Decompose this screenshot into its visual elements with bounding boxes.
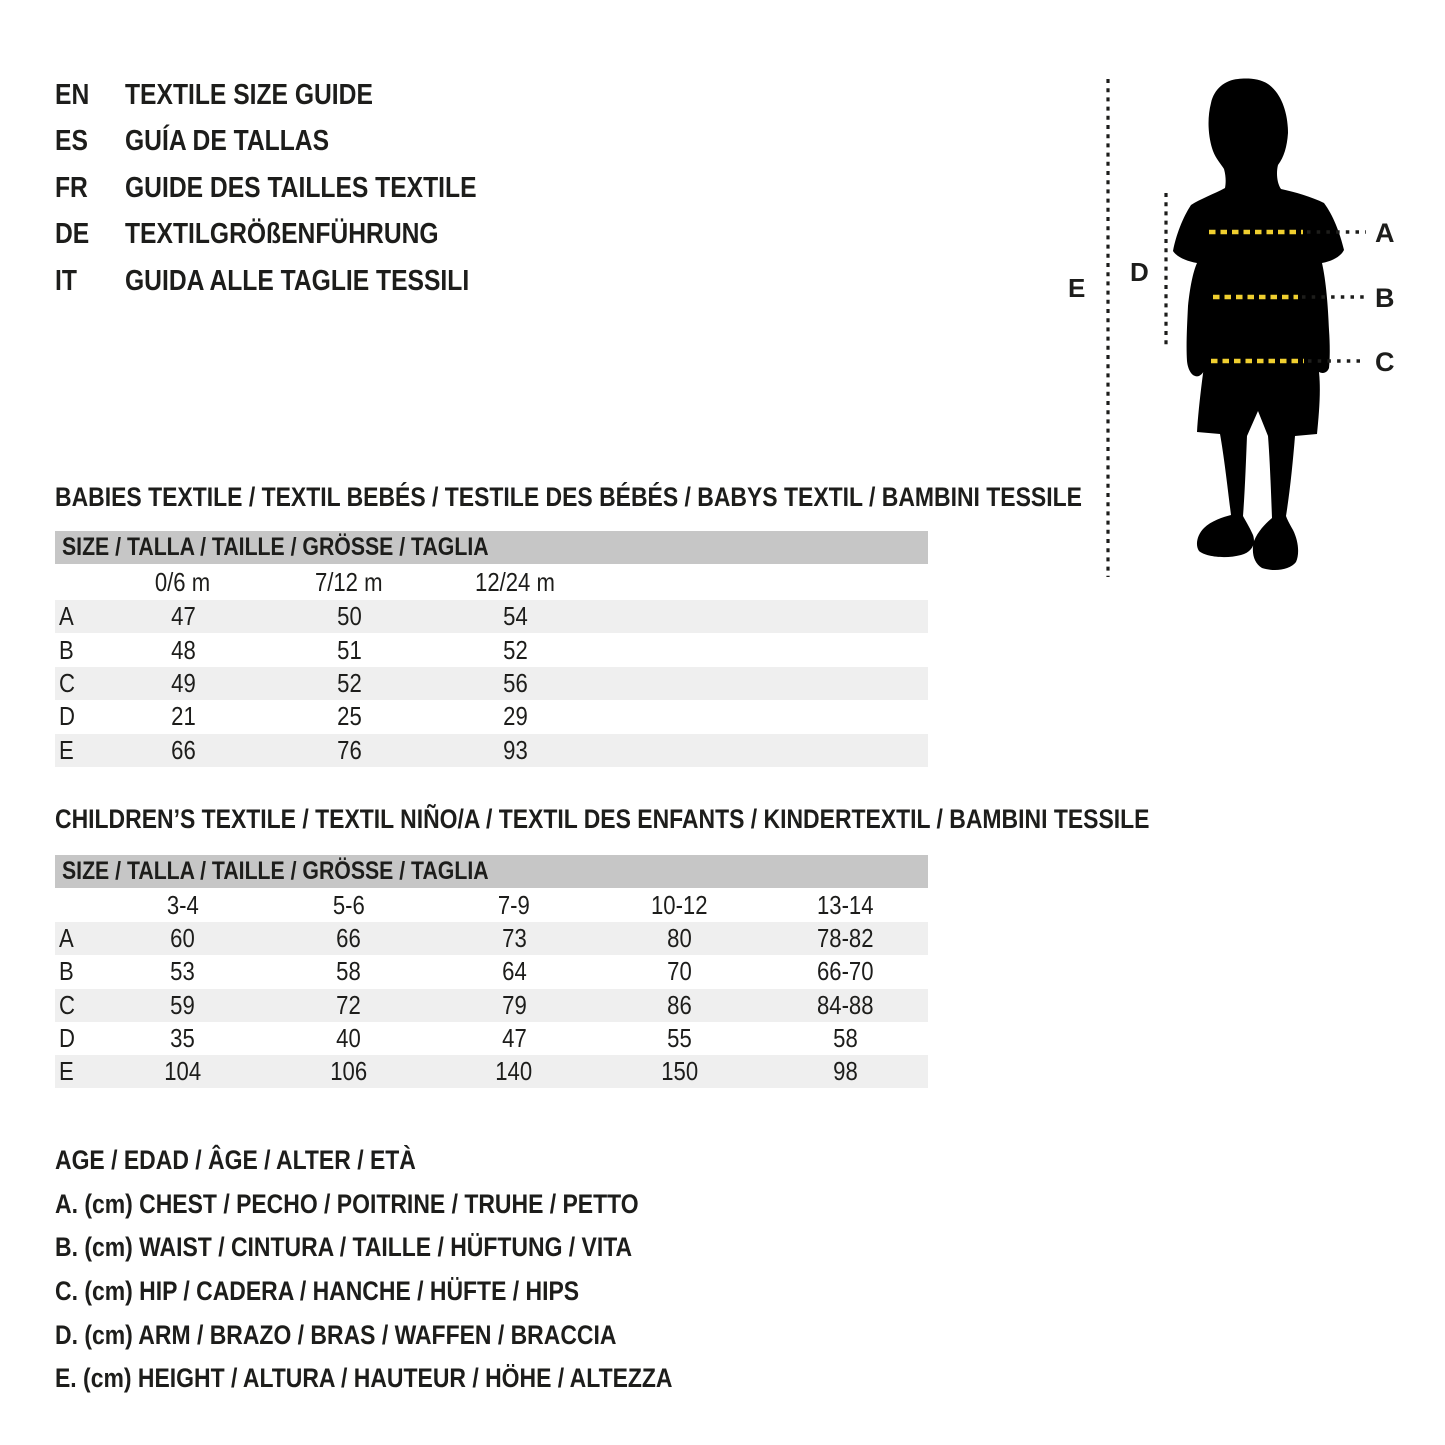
column-header-text: 3-4 [166,889,199,920]
row-label-text: B [59,634,74,665]
cell-text: 76 [336,734,362,765]
cell-value [431,956,597,987]
cell-value [266,923,432,954]
column-header-text: 12/24 m [475,566,555,597]
column-header [100,567,266,598]
cell-value [597,1023,763,1054]
row-label-text: D [59,701,75,732]
children-column-header-row [55,888,928,922]
row-label [55,923,100,954]
cell-text: 104 [164,1056,202,1087]
cell-text: 72 [336,989,361,1020]
cell-value [432,635,598,666]
cell-text: 93 [502,734,528,765]
legend-height-text: E. (cm) HEIGHT / ALTURA / HAUTEUR / HÖHE / ALTEZZA [55,1363,673,1394]
cell-value [266,1023,432,1054]
cell-value [431,923,597,954]
row-label-text: C [59,667,75,698]
language-header [55,72,539,305]
column-header [266,567,432,598]
cell-value [431,990,597,1021]
column-header [100,890,266,921]
legend-hip-row [55,1270,781,1314]
children-size-table [55,855,928,1088]
cell-text: 60 [170,923,196,954]
column-header [266,890,432,921]
table-row [55,700,928,733]
cell-value [266,1056,432,1087]
label-arm-d: D [1130,257,1149,287]
cell-text: 106 [329,1056,367,1087]
lang-code-fr: FR [55,171,88,204]
cell-value [597,1056,763,1087]
babies-column-header-row [55,564,928,600]
cell-value [431,1056,597,1087]
row-label [55,668,100,699]
row-label [55,956,100,987]
cell-value [100,956,266,987]
table-row [55,1055,928,1088]
cell-text: 29 [502,701,528,732]
babies-title-text: BABIES TEXTILE / TEXTIL BEBÉS / TESTILE DES BÉBÉS / BABYS TEXTIL / BAMBINI TESSILE [55,482,1082,512]
cell-text: 47 [170,601,196,632]
cell-value [431,1023,597,1054]
lang-code-de: DE [55,218,90,251]
row-label [55,1023,100,1054]
table-row [55,922,928,955]
legend-waist-text: B. (cm) WAIST / CINTURA / TAILLE / HÜFTUNG / VITA [55,1232,633,1263]
cell-value [432,601,598,632]
babies-size-header-bar [55,531,928,564]
cell-value [432,668,598,699]
cell-text: 79 [501,989,527,1020]
row-label-text: B [59,956,74,987]
row-label-text: A [59,923,74,954]
cell-value [100,990,266,1021]
cell-text: 56 [502,667,528,698]
cell-value [762,1023,928,1054]
children-section-title [55,804,1343,835]
column-header-text: 5-6 [332,889,365,920]
table-row [55,734,928,767]
column-header-text: 10-12 [651,889,708,920]
title-fr: GUIDE DES TAILLES TEXTILE [125,171,477,204]
cell-value [100,1056,266,1087]
header-row-en [55,72,539,119]
cell-text: 66-70 [816,956,874,987]
table-row [55,955,928,988]
legend-height-row [55,1357,781,1401]
row-label [55,635,100,666]
row-label [55,1056,100,1087]
cell-text: 53 [170,956,196,987]
column-header [431,890,597,921]
table-row [55,667,928,700]
legend-age-row [55,1139,781,1183]
table-row [55,989,928,1022]
cell-value [100,923,266,954]
cell-text: 25 [336,701,362,732]
children-title-text: CHILDREN’S TEXTILE / TEXTIL NIÑO/A / TEXTIL DES ENFANTS / KINDERTEXTIL / BAMBINI TESSILE [55,804,1150,834]
row-label-text: E [59,734,74,765]
cell-text: 73 [501,923,527,954]
cell-value [762,990,928,1021]
cell-text: 58 [336,956,361,987]
cell-value [432,735,598,766]
table-row [55,633,928,666]
column-header-text: 7-9 [498,889,530,920]
row-label-text: D [59,1023,75,1054]
cell-value [100,635,266,666]
cell-value [266,956,432,987]
cell-text: 35 [170,1023,196,1054]
row-label-text: C [59,989,75,1020]
title-es: GUÍA DE TALLAS [125,125,330,158]
cell-text: 66 [170,734,196,765]
legend-chest-row [55,1183,781,1227]
title-it: GUIDA ALLE TAGLIE TESSILI [125,264,470,297]
title-en: TEXTILE SIZE GUIDE [125,78,373,111]
cell-value [762,1056,928,1087]
cell-text: 48 [170,634,196,665]
label-height-e: E [1068,273,1086,303]
cell-value [266,735,432,766]
legend-chest-text: A. (cm) CHEST / PECHO / POITRINE / TRUHE / PETTO [55,1188,639,1219]
cell-text: 40 [336,1023,361,1054]
label-hip-c: C [1375,347,1395,377]
cell-text: 66 [336,923,361,954]
cell-text: 59 [170,989,196,1020]
column-header-text: 7/12 m [315,566,383,597]
cell-value [762,956,928,987]
cell-text: 150 [661,1056,699,1087]
cell-value [100,668,266,699]
row-label [55,735,100,766]
label-waist-b: B [1375,283,1395,313]
size-header-label: SIZE / TALLA / TAILLE / GRÖSSE / TAGLIA [62,857,489,885]
cell-text: 54 [502,601,528,632]
legend-arm-row [55,1313,781,1357]
legend-hip-text: C. (cm) HIP / CADERA / HANCHE / HÜFTE / HIPS [55,1276,580,1307]
cell-value [597,990,763,1021]
column-header-text: 0/6 m [155,566,211,597]
column-header [762,890,928,921]
legend-age-text: AGE / EDAD / ÂGE / ALTER / ETÀ [55,1145,416,1176]
measurement-legend [55,1139,781,1401]
cell-text: 98 [832,1056,858,1087]
column-header [432,567,598,598]
cell-text: 47 [501,1023,527,1054]
cell-text: 55 [667,1023,692,1054]
header-row-es [55,119,539,166]
cell-value [597,956,763,987]
cell-value [266,635,432,666]
row-label [55,701,100,732]
cell-value [597,923,763,954]
cell-value [100,735,266,766]
cell-text: 58 [832,1023,858,1054]
legend-arm-text: D. (cm) ARM / BRAZO / BRAS / WAFFEN / BRACCIA [55,1319,617,1350]
cell-text: 84-88 [816,989,874,1020]
header-row-de [55,212,539,259]
cell-value [266,701,432,732]
cell-text: 52 [502,634,528,665]
cell-value [266,990,432,1021]
cell-value [100,601,266,632]
column-header [597,890,763,921]
cell-text: 21 [170,701,196,732]
cell-text: 70 [667,956,692,987]
babies-size-table [55,531,928,767]
cell-text: 51 [336,634,362,665]
label-chest-a: A [1375,218,1395,248]
cell-text: 86 [667,989,692,1020]
header-row-it [55,258,539,305]
table-row [55,600,928,633]
cell-text: 64 [501,956,527,987]
cell-text: 50 [336,601,362,632]
column-header-text: 13-14 [816,889,874,920]
row-label-text: E [59,1056,74,1087]
cell-text: 78-82 [816,923,874,954]
cell-value [100,701,266,732]
row-label [55,601,100,632]
lang-code-en: EN [55,78,90,111]
cell-text: 80 [667,923,692,954]
cell-value [266,668,432,699]
cell-value [266,601,432,632]
children-size-header-bar [55,855,928,888]
title-de: TEXTILGRÖßENFÜHRUNG [125,218,439,251]
lang-code-es: ES [55,125,88,158]
cell-text: 140 [495,1056,533,1087]
header-row-fr [55,165,539,212]
legend-waist-row [55,1226,781,1270]
babies-section-title [55,482,1263,513]
cell-value [432,701,598,732]
table-row [55,1022,928,1055]
row-label [55,990,100,1021]
lang-code-it: IT [55,264,77,297]
row-label-text: A [59,601,74,632]
cell-text: 49 [170,667,196,698]
cell-text: 52 [336,667,362,698]
cell-value [100,1023,266,1054]
cell-value [762,923,928,954]
size-header-label: SIZE / TALLA / TAILLE / GRÖSSE / TAGLIA [62,533,489,561]
